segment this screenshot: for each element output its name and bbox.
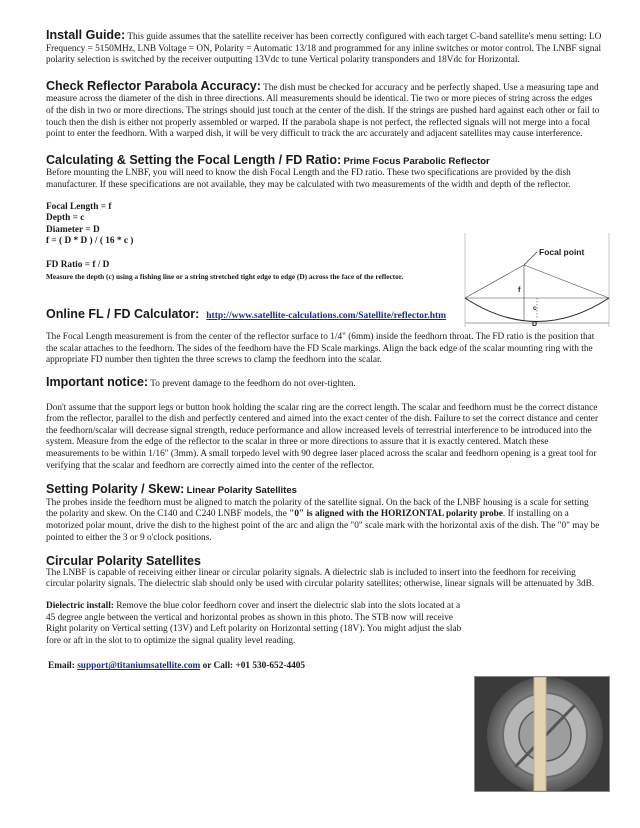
dielectric-slab-photo (474, 676, 610, 792)
depth-label: c (533, 305, 537, 312)
focal-point-label: Focal point (539, 247, 585, 257)
polarity-subheading: Linear Polarity Satellites (186, 485, 297, 497)
formula-fd-ratio: FD Ratio = f / D (46, 259, 110, 270)
calculator-link[interactable]: http://www.satellite-calculations.com/Satellite/reflector.htm (206, 310, 447, 321)
notice-section (46, 377, 602, 472)
online-body: The Focal Length measurement is from the center of the reflector surface to 1/4" (6mm) inside the feedhorn throat. The FD ratio is the position that the scalar attaches to the feedhorn. The sides of the feedhorn have the FD Scale markings. Align the back edge of the scalar mounting ring with the appropriate FD number then tighten the three screws to clamp the feedhorn into the scalar. (46, 332, 595, 366)
online-heading: Online FL / FD Calculator: (46, 306, 200, 321)
dielectric-install-body: Remove the blue color feedhorn cover and insert the dielectric slab into the slots located at a 45 degree angle between the vertical and horizontal probes as shown in this photo. The STB now will receive Right polarity on Vertical setting (13V) and Left polarity on Horizontal setting (18V). You might adjust the slab fore or aft in the slot to to optimize the signal quality level reading. (46, 600, 462, 646)
focal-body: Before mounting the LNBF, you will need to know the dish Focal Length and the FD ratio. These two specifications are provided by the dish manufacturer. If these specifications are not available, they may be calculated with two measurements of the width and depth of the reflector. (46, 168, 571, 190)
document-page (46, 30, 602, 673)
formula-depth: Depth = c (46, 213, 85, 224)
polarity-section (46, 484, 602, 544)
circular-section (46, 556, 602, 647)
dielectric-install (46, 601, 466, 647)
circular-heading: Circular Polarity Satellites (46, 554, 201, 569)
depth-measure-note: Measure the depth (c) using a fishing line or a string stretched tight edge to edge (D) across the face of the reflector. (46, 272, 404, 282)
install-guide-heading: Install Guide: (46, 28, 126, 42)
notice-heading: Important notice: (46, 375, 149, 389)
reflector-body: The dish must be checked for accuracy and be perfectly shaped. Use a measuring tape and measure across the diameter of the dish in three directions. All measurements should be identical. Tie two or more pieces of string across the edges of the dish in two or more directions. The strings should just touch at the center of the dish. If the strings are pushed hard against each other or fail to touch then the dish is either not properly assembled or warped. If the parabola shape is not perfect, the reflected signals will not merge into a focal point to enter the feedhorn. With a warped dish, it will be very difficult to track the arc accurately and adjacent satellites may cause interference. (46, 82, 600, 140)
install-guide-body: This guide assumes that the satellite receiver has been correctly configured with each target C-band satellite's menu setting: LO Frequency = 5150MHz, LNB Voltage = ON, Polarity = Automatic 13/18 and programmed for any inline switches or motor control. The LNBF signal polarity selection is switched by the receiver outputting 13Vdc to tune Vertical polarity transponders and 18Vdc for Horizontal. (46, 32, 602, 66)
diameter-label: D (532, 321, 538, 328)
focal-length-label: f (518, 285, 521, 294)
dielectric-install-label: Dielectric install: (46, 600, 114, 611)
polarity-body-a: The probes inside the feedhorn must be aligned to match the polarity of the satellite signal. On the back of the LNBF housing is a scale for setting the polarity and skew. On the C140 and C240 LNBF models, the (46, 497, 589, 520)
reflector-heading: Check Reflector Parabola Accuracy: (46, 78, 261, 93)
formula-diameter: Diameter = D (46, 224, 100, 235)
polarity-body-b: . If installing on a motorized polar mount, drive the dish to the highest point of the arc and align the "0" scale mark with the horizontal axis of the dish. The "0" may be pointed to either the 3 or 9 o'clock positions. (46, 509, 600, 543)
email-link[interactable]: support@titaniumsatellite.com (77, 661, 201, 672)
polarity-body-bold: "0" is aligned with the HORIZONTAL polarity probe (289, 509, 503, 520)
formula-focal-length: Focal Length = f (46, 201, 112, 212)
polarity-body (46, 498, 602, 544)
call-text: or Call: +01 530-652-4405 (202, 661, 306, 672)
reflector-section (46, 78, 602, 141)
notice-body-detail: Don't assume that the support legs or button hook holding the scalar ring are the correct length. The scalar and feedhorn must be the correct distance from the reflector, parallel to the dish and perfectly centered and aimed into the exact center of the dish. Failure to set the correct distance and center the feedhorn/scalar will decrease signal strength, reduce performance and allow increased levels of terrestrial interference to be introduced into the system. Measure from the edge of the reflector to the scalar in three or more directions to assure that it is exactly centered. Match these measurements to be within 1/16" (3mm). A small torpedo level with 90 degree laser placed across the scalar and feedhorn opening is a great tool for verifying that the scalar and feedhorn are correctly aimed into the center of the reflector. (46, 402, 599, 471)
polarity-heading: Setting Polarity / Skew: (46, 482, 185, 497)
install-guide-section (46, 30, 602, 67)
focal-heading: Calculating & Setting the Focal Length / FD Ratio: (46, 152, 342, 167)
circular-body: The LNBF is capable of receiving either linear or circular polarity signals. A dielectric slab is included to insert into the feedhorn for receiving circular polarity signals. The dielectric slab should only be used with circular polarity satellites; otherwise, linear signals will be attenuated by 3dB. (46, 567, 595, 590)
notice-body: To prevent damage to the feedhorn do not over-tighten. (150, 379, 356, 389)
formula-f: f = ( D * D ) / ( 16 * c ) (46, 236, 134, 247)
focal-point-diagram (462, 230, 612, 330)
email-label: Email: (48, 661, 75, 672)
focal-subheading: Prime Focus Parabolic Reflector (343, 155, 490, 167)
contact-line (46, 661, 602, 673)
